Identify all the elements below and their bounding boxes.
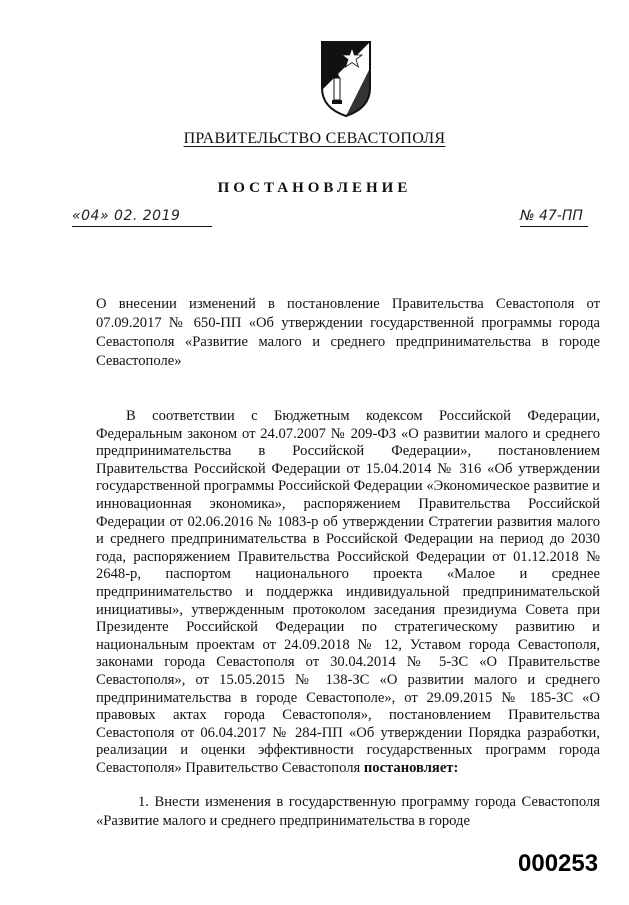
document-number-field (520, 204, 588, 227)
document-preamble (96, 408, 600, 777)
document-type-heading: ПОСТАНОВЛЕНИЕ (217, 180, 412, 196)
document-subject: О внесении изменений в постановление Правительства Севастополя от 07.09.2017 № 650-ПП «Об утверждении государственной программы города Севастополя «Развитие малого и среднего предпринимательства в городе Севастополе» (96, 296, 600, 369)
document-number: № 47-ПП (520, 208, 583, 224)
serial-number: 000253 (518, 850, 599, 877)
document-date: «04» 02. 2019 (72, 208, 181, 224)
preamble-text: В соответствии с Бюджетным кодексом Российской Федерации, Федеральным законом от 24.07.2007 № 209-ФЗ «О развитии малого и среднего предпринимательства в Российской Федерации», постановлением Правительства Российской Федерации от 15.04.2014 № 316 «Об утверждении государственной программы Российской Федерации «Экономическое развитие и инновационная экономика», распоряжением Правительства Российской Федерации от 02.06.2016 № 1083-р об утверждении Стратегии развития малого и среднего предпринимательства в Российской Федерации на период до 2030 года, распоряжением Правительства Российской Федерации от 01.12.2018 № 2648-р, паспортом национального проекта «Малое и среднее предпринимательство и поддержка индивидуальной предпринимательской инициативы», утвержденным протоколом заседания президиума Совета при Президенте Российской Федерации по стратегическому развитию и национальным проектам от 24.09.2018 № 12, Уставом города Севастополя, законами города Севастополя от 30.04.2014 № 5-ЗС «О Правительстве Севастополя», от 15.05.2015 № 138-ЗС «О развитии малого и среднего предпринимательства в городе Севастополе», от 29.09.2015 № 185-ЗС «О правовых актах города Севастополя», постановлением Правительства Севастополя от 06.04.2017 № 284-ПП «Об утверждении Порядка разработки, реализации и оценки эффективности государственных программ города Севастополя» Правительство Севастополя (96, 408, 600, 776)
sevastopol-coat-of-arms-icon (318, 38, 374, 118)
item-1: 1. Внести изменения в государственную программу города Севастополя «Развитие малого и среднего предпринимательства в городе (96, 794, 600, 829)
government-title: ПРАВИТЕЛЬСТВО СЕВАСТОПОЛЯ (183, 130, 446, 147)
resolves-word: постановляет: (363, 759, 459, 776)
document-date-field (72, 204, 212, 227)
